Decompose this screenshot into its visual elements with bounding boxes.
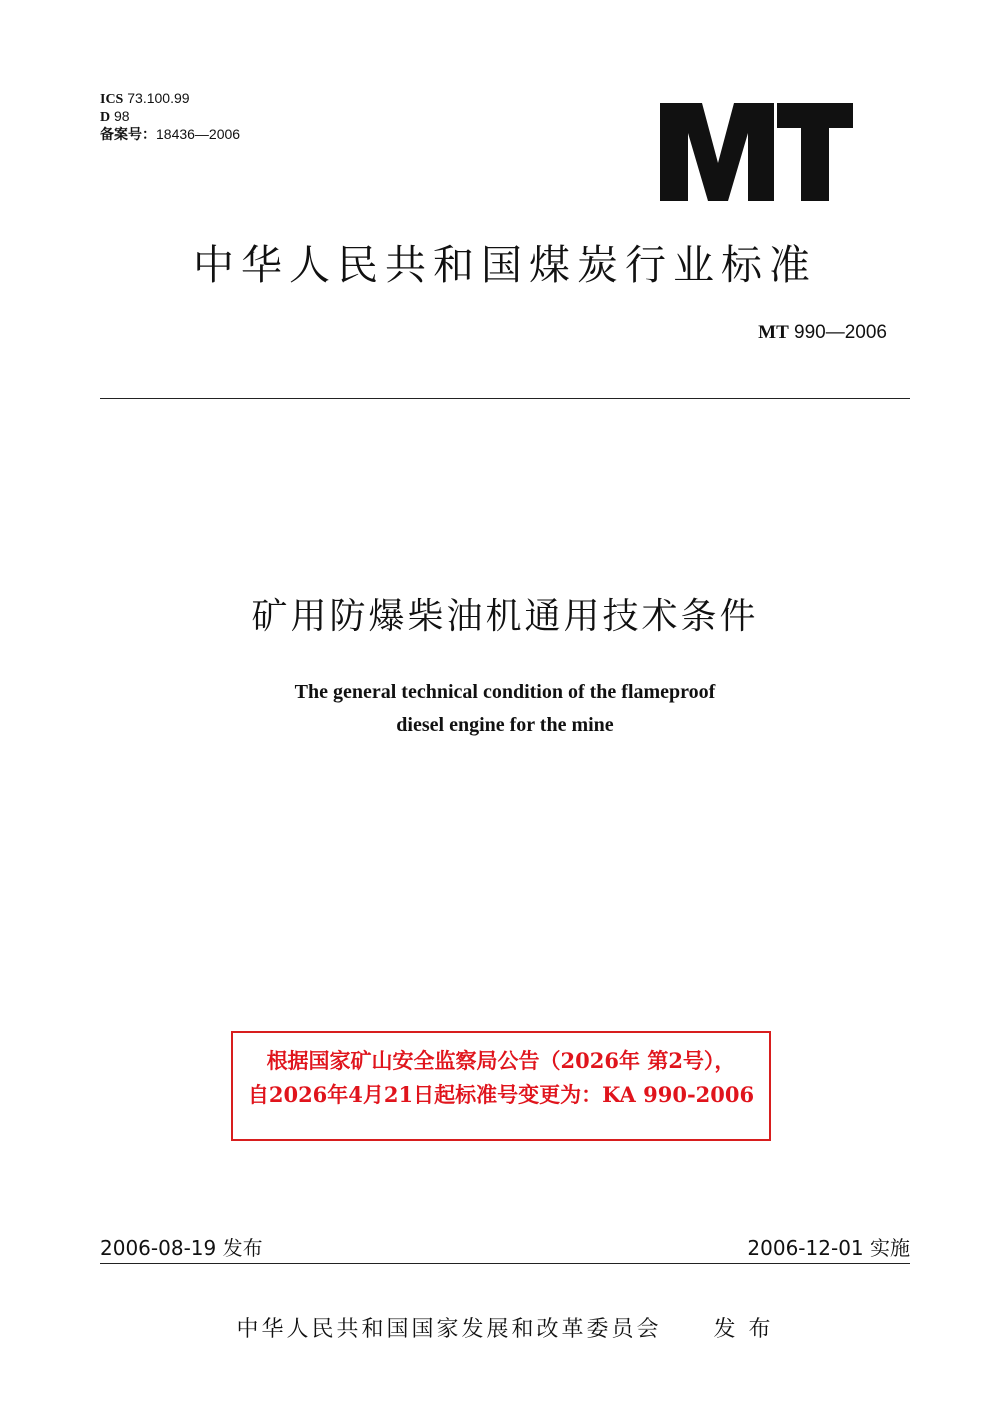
- standard-number: [758, 322, 887, 344]
- header-divider: [100, 398, 910, 399]
- class-label: D: [100, 110, 111, 125]
- issuer-name: 中华人民共和国国家发展和改革委员会: [236, 1317, 662, 1342]
- notice-line1: 根据国家矿山安全监察局公告（2026年 第2号），: [266, 1048, 736, 1073]
- issuer: [100, 1312, 910, 1343]
- title-cn: 矿用防爆柴油机通用技术条件: [251, 596, 759, 637]
- issuer-action: 发 布: [713, 1317, 774, 1342]
- ics-value: 73.100.99: [127, 90, 190, 106]
- ics-row: [100, 90, 240, 108]
- classification-block: [100, 90, 240, 143]
- class-row: [100, 108, 240, 126]
- publish-date: 2006-08-19 发布: [100, 1236, 263, 1260]
- footer-divider: [100, 1263, 910, 1264]
- title-en: [100, 676, 910, 742]
- record-row: [100, 126, 240, 143]
- standard-prefix: MT: [758, 322, 789, 343]
- implement-date: 2006-12-01 实施: [747, 1236, 910, 1260]
- record-value: 18436—2006: [156, 126, 241, 142]
- standard-number-value: 990—2006: [794, 322, 887, 343]
- title-en-line2: diesel engine for the mine: [396, 714, 614, 736]
- mt-logo: [660, 88, 860, 208]
- org-title: 中华人民共和国煤炭行业标准: [193, 241, 817, 289]
- title-en-line1: The general technical condition of the flameproof: [294, 681, 716, 703]
- record-label: 备案号：: [100, 126, 156, 142]
- notice-box: [231, 1031, 771, 1141]
- notice-line2: 自2026年4月21日起标准号变更为：KA 990-2006: [247, 1082, 755, 1107]
- ics-label: ICS: [100, 92, 124, 107]
- class-value: 98: [114, 108, 130, 124]
